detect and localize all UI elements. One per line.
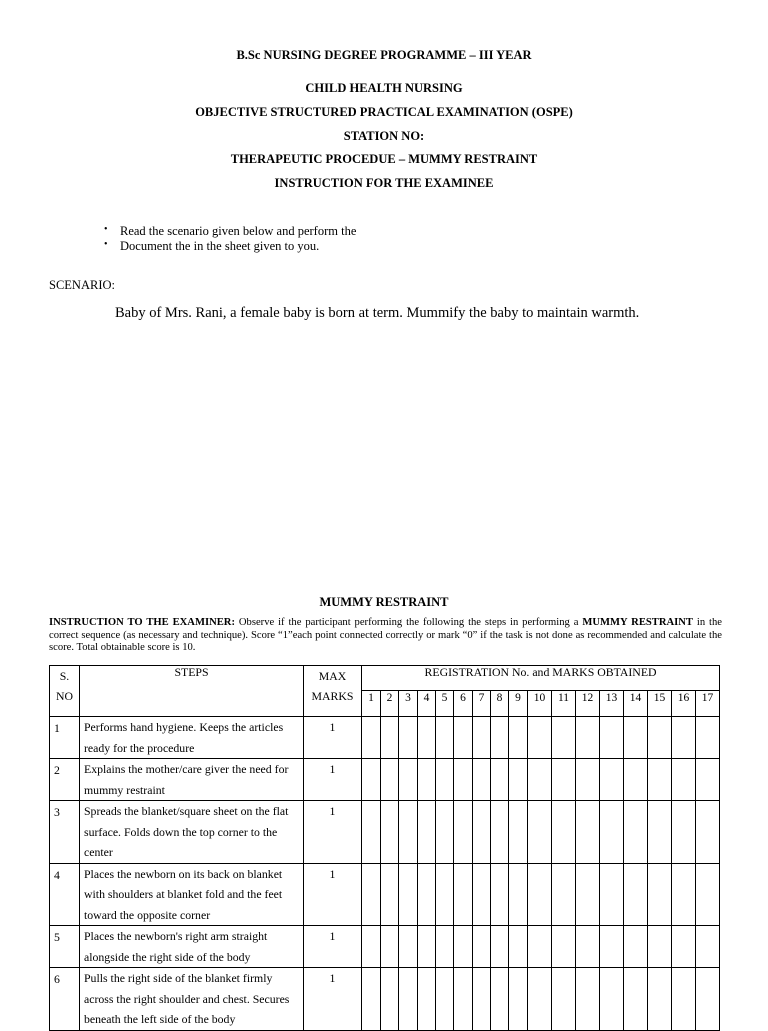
mark-cell[interactable] xyxy=(454,801,473,864)
registration-number-header: 10 xyxy=(528,691,552,717)
mark-cell[interactable] xyxy=(418,863,436,926)
mark-cell[interactable] xyxy=(491,801,509,864)
registration-number-header: 16 xyxy=(672,691,696,717)
registration-number-header: 13 xyxy=(600,691,624,717)
mark-cell[interactable] xyxy=(454,717,473,759)
max-header-line2: MARKS xyxy=(311,689,354,703)
step-description: Explains the mother/care giver the need for mummy restraint xyxy=(80,759,304,801)
mark-cell[interactable] xyxy=(648,863,672,926)
header-exam: OBJECTIVE STRUCTURED PRACTICAL EXAMINATION (OSPE) xyxy=(195,105,573,119)
mark-cell[interactable] xyxy=(672,926,696,968)
mark-cell[interactable] xyxy=(491,926,509,968)
step-number: 3 xyxy=(50,801,80,864)
mark-cell[interactable] xyxy=(473,968,491,1031)
mark-cell[interactable] xyxy=(381,968,399,1031)
table-row xyxy=(50,717,720,759)
mark-cell[interactable] xyxy=(436,759,454,801)
mark-cell[interactable] xyxy=(552,863,576,926)
mark-cell[interactable] xyxy=(696,759,720,801)
mark-cell[interactable] xyxy=(648,759,672,801)
column-header-registration: REGISTRATION No. and MARKS OBTAINED xyxy=(362,666,720,691)
examiner-instruction-label: INSTRUCTION TO THE EXAMINER: xyxy=(49,617,235,628)
mark-cell[interactable] xyxy=(381,926,399,968)
header-instruction-title: INSTRUCTION FOR THE EXAMINEE xyxy=(274,176,494,190)
table-row xyxy=(50,863,720,926)
mark-cell[interactable] xyxy=(436,863,454,926)
mark-cell[interactable] xyxy=(418,759,436,801)
column-header-sno xyxy=(50,666,80,717)
mark-cell[interactable] xyxy=(528,801,552,864)
registration-number-header: 6 xyxy=(454,691,473,717)
registration-number-header: 4 xyxy=(418,691,436,717)
step-description: Pulls the right side of the blanket firmly across the right shoulder and chest. Secures beneath the left side of the body xyxy=(80,968,304,1031)
mark-cell[interactable] xyxy=(600,863,624,926)
registration-number-header: 5 xyxy=(436,691,454,717)
sno-header-line2: NO xyxy=(55,689,74,703)
header-subject: CHILD HEALTH NURSING xyxy=(305,81,463,95)
mark-cell[interactable] xyxy=(436,926,454,968)
header-procedure: THERAPEUTIC PROCEDUE – MUMMY RESTRAINT xyxy=(230,152,538,166)
mark-cell[interactable] xyxy=(454,926,473,968)
mark-cell[interactable] xyxy=(509,759,528,801)
step-description: Spreads the blanket/square sheet on the flat surface. Folds down the top corner to the center xyxy=(80,801,304,864)
mark-cell[interactable] xyxy=(454,968,473,1031)
mark-cell[interactable] xyxy=(624,801,648,864)
mark-cell[interactable] xyxy=(600,759,624,801)
mark-cell[interactable] xyxy=(672,801,696,864)
mark-cell[interactable] xyxy=(672,759,696,801)
mark-cell[interactable] xyxy=(624,863,648,926)
mark-cell[interactable] xyxy=(648,968,672,1031)
instruction-item: • Read the scenario given below and perform the xyxy=(104,224,356,239)
mark-cell[interactable] xyxy=(672,717,696,759)
mark-cell[interactable] xyxy=(454,863,473,926)
mark-cell[interactable] xyxy=(528,717,552,759)
registration-number-header: 15 xyxy=(648,691,672,717)
mark-cell[interactable] xyxy=(399,759,418,801)
mark-cell[interactable] xyxy=(624,717,648,759)
step-number: 5 xyxy=(50,926,80,968)
mark-cell[interactable] xyxy=(624,968,648,1031)
mark-cell[interactable] xyxy=(362,717,381,759)
step-description: Places the newborn's right arm straight alongside the right side of the body xyxy=(80,926,304,968)
table-row xyxy=(50,801,720,864)
max-marks: 1 xyxy=(304,863,362,926)
mark-cell[interactable] xyxy=(362,759,381,801)
mark-cell[interactable] xyxy=(362,801,381,864)
mark-cell[interactable] xyxy=(418,801,436,864)
mark-cell[interactable] xyxy=(491,759,509,801)
mark-cell[interactable] xyxy=(509,801,528,864)
mark-cell[interactable] xyxy=(600,926,624,968)
mark-cell[interactable] xyxy=(509,717,528,759)
sno-header-line1: S. xyxy=(59,669,70,683)
registration-number-header: 3 xyxy=(399,691,418,717)
mark-cell[interactable] xyxy=(491,968,509,1031)
examiner-instruction-text: Observe if the participant performing the following the steps in performing a xyxy=(234,617,583,628)
registration-number-header: 8 xyxy=(491,691,509,717)
checklist-rows xyxy=(50,717,720,1031)
mark-cell[interactable] xyxy=(600,717,624,759)
mark-cell[interactable] xyxy=(528,926,552,968)
mark-cell[interactable] xyxy=(648,717,672,759)
mark-cell[interactable] xyxy=(509,863,528,926)
mark-cell[interactable] xyxy=(399,863,418,926)
mark-cell[interactable] xyxy=(696,926,720,968)
mark-cell[interactable] xyxy=(576,801,600,864)
header-station: STATION NO: xyxy=(343,129,425,143)
max-marks: 1 xyxy=(304,926,362,968)
mark-cell[interactable] xyxy=(381,717,399,759)
examiner-instruction-text-2: in the correct sequence (as necessary and technique). Score “1”each point connected correctly or mark “0” if the task is not done as recommended and calculate the score. Total obtainable score is 10. xyxy=(49,617,723,654)
mark-cell[interactable] xyxy=(600,801,624,864)
mark-cell[interactable] xyxy=(672,863,696,926)
mark-cell[interactable] xyxy=(454,759,473,801)
step-number: 2 xyxy=(50,759,80,801)
mark-cell[interactable] xyxy=(624,926,648,968)
mark-cell[interactable] xyxy=(576,926,600,968)
scenario-label: SCENARIO: xyxy=(49,278,115,292)
step-number: 1 xyxy=(50,717,80,759)
registration-number-header: 11 xyxy=(552,691,576,717)
mark-cell[interactable] xyxy=(509,926,528,968)
examinee-instructions-list xyxy=(104,224,356,253)
mark-cell[interactable] xyxy=(381,801,399,864)
mark-cell[interactable] xyxy=(436,801,454,864)
mark-cell[interactable] xyxy=(473,759,491,801)
column-header-steps: STEPS xyxy=(80,666,304,717)
mark-cell[interactable] xyxy=(362,863,381,926)
mark-cell[interactable] xyxy=(473,717,491,759)
step-description: Performs hand hygiene. Keeps the articles ready for the procedure xyxy=(80,717,304,759)
checklist-title: MUMMY RESTRAINT xyxy=(319,595,449,609)
header-programme: B.Sc NURSING DEGREE PROGRAMME – III YEAR xyxy=(236,48,532,62)
mark-cell[interactable] xyxy=(399,968,418,1031)
scenario-text: Baby of Mrs. Rani, a female baby is born at term. Mummify the baby to maintain warmth. xyxy=(115,305,640,321)
mark-cell[interactable] xyxy=(552,717,576,759)
mark-cell[interactable] xyxy=(473,863,491,926)
mark-cell[interactable] xyxy=(552,801,576,864)
mark-cell[interactable] xyxy=(696,717,720,759)
mark-cell[interactable] xyxy=(381,759,399,801)
mark-cell[interactable] xyxy=(624,759,648,801)
mark-cell[interactable] xyxy=(418,968,436,1031)
registration-number-header: 12 xyxy=(576,691,600,717)
mark-cell[interactable] xyxy=(528,759,552,801)
mark-cell[interactable] xyxy=(509,968,528,1031)
instruction-item: • Document the in the sheet given to you. xyxy=(104,239,356,254)
registration-number-header: 14 xyxy=(624,691,648,717)
mark-cell[interactable] xyxy=(552,968,576,1031)
mark-cell[interactable] xyxy=(696,968,720,1031)
registration-number-header: 7 xyxy=(473,691,491,717)
table-row xyxy=(50,968,720,1031)
mark-cell[interactable] xyxy=(552,759,576,801)
checklist-table xyxy=(49,665,720,1031)
mark-cell[interactable] xyxy=(528,863,552,926)
mark-cell[interactable] xyxy=(473,801,491,864)
mark-cell[interactable] xyxy=(491,863,509,926)
mark-cell[interactable] xyxy=(528,968,552,1031)
max-header-line1: MAX xyxy=(318,669,347,683)
mark-cell[interactable] xyxy=(576,759,600,801)
mark-cell[interactable] xyxy=(696,863,720,926)
mark-cell[interactable] xyxy=(399,801,418,864)
mark-cell[interactable] xyxy=(672,968,696,1031)
step-number: 4 xyxy=(50,863,80,926)
max-marks: 1 xyxy=(304,759,362,801)
mark-cell[interactable] xyxy=(436,717,454,759)
registration-number-header: 17 xyxy=(696,691,720,717)
mark-cell[interactable] xyxy=(436,968,454,1031)
mark-cell[interactable] xyxy=(576,717,600,759)
table-row xyxy=(50,759,720,801)
examiner-instruction xyxy=(49,617,722,655)
mark-cell[interactable] xyxy=(648,926,672,968)
registration-number-header: 1 xyxy=(362,691,381,717)
mark-cell[interactable] xyxy=(418,717,436,759)
column-header-max-marks xyxy=(304,666,362,717)
mark-cell[interactable] xyxy=(362,968,381,1031)
mark-cell[interactable] xyxy=(473,926,491,968)
registration-number-header: 2 xyxy=(381,691,399,717)
step-number: 6 xyxy=(50,968,80,1031)
mark-cell[interactable] xyxy=(696,801,720,864)
mark-cell[interactable] xyxy=(491,717,509,759)
mark-cell[interactable] xyxy=(399,926,418,968)
max-marks: 1 xyxy=(304,717,362,759)
mark-cell[interactable] xyxy=(418,926,436,968)
max-marks: 1 xyxy=(304,968,362,1031)
max-marks: 1 xyxy=(304,801,362,864)
step-description: Places the newborn on its back on blanket with shoulders at blanket fold and the feet toward the opposite corner xyxy=(80,863,304,926)
mark-cell[interactable] xyxy=(362,926,381,968)
mark-cell[interactable] xyxy=(576,968,600,1031)
mark-cell[interactable] xyxy=(648,801,672,864)
mark-cell[interactable] xyxy=(576,863,600,926)
mark-cell[interactable] xyxy=(600,968,624,1031)
mark-cell[interactable] xyxy=(399,717,418,759)
mark-cell[interactable] xyxy=(381,863,399,926)
examiner-instruction-procedure: MUMMY RESTRAINT xyxy=(582,617,693,628)
table-row xyxy=(50,926,720,968)
mark-cell[interactable] xyxy=(552,926,576,968)
registration-number-header: 9 xyxy=(509,691,528,717)
